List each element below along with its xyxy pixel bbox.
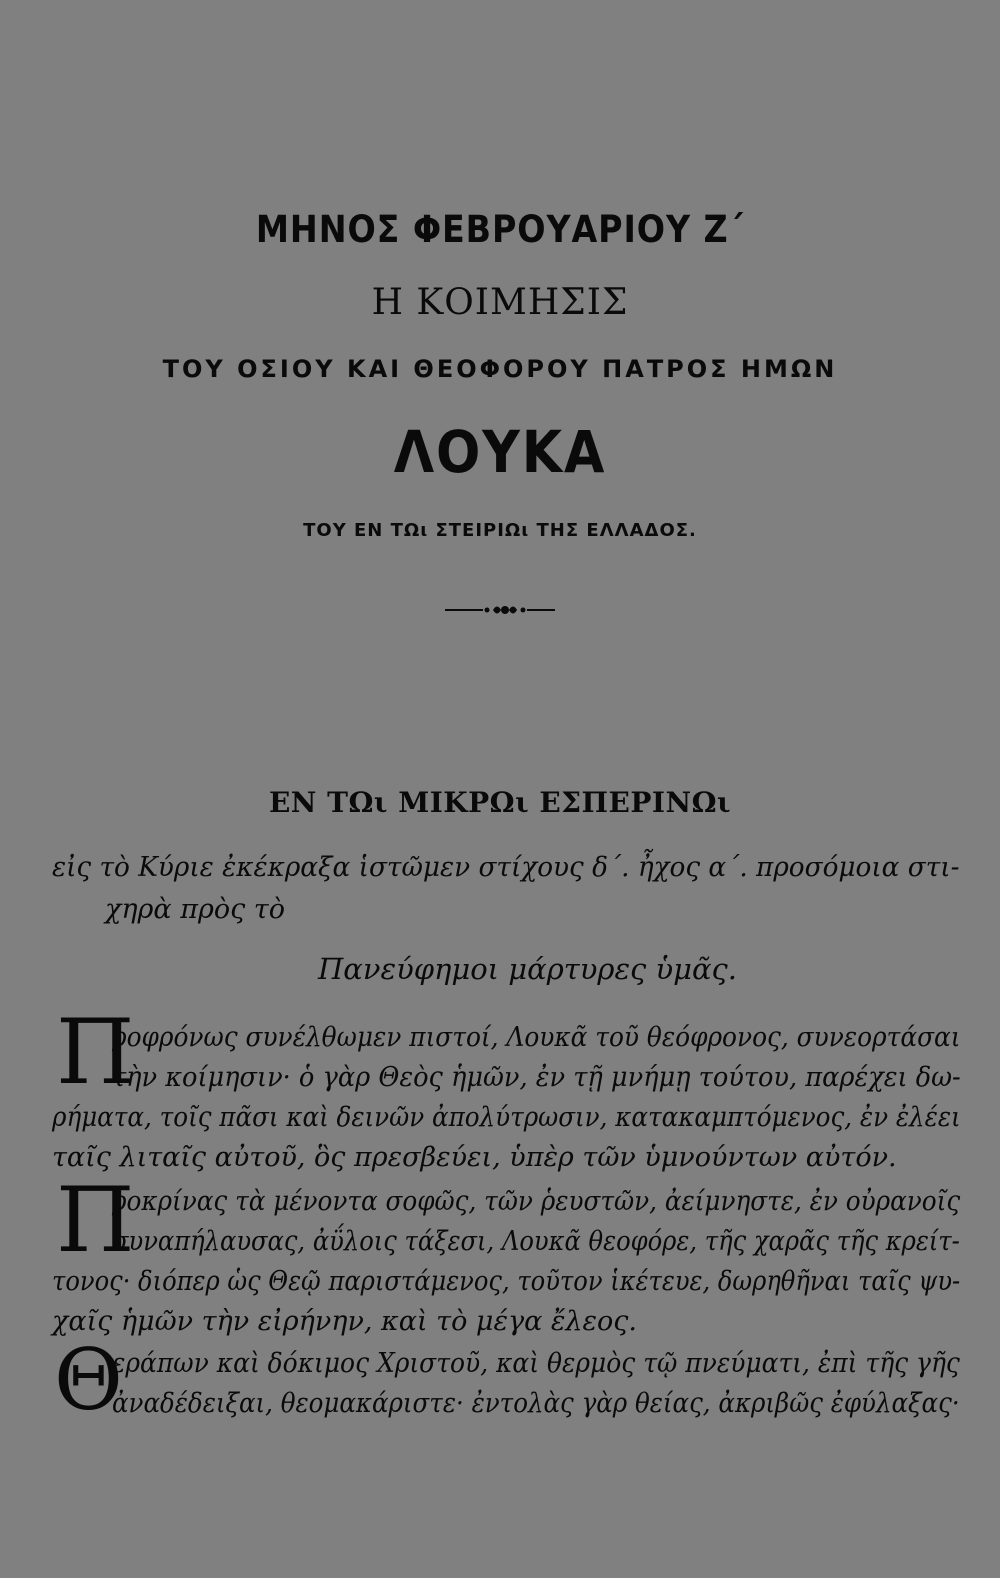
saint-name: ΛΟΥΚΑ (393, 418, 607, 486)
section-heading: ΕΝ ΤΩι ΜΙΚΡΩι ΕΣΠΕΡΙΝΩι (268, 786, 732, 819)
hymn-line: εράπων καὶ δόκιμος Χριστοῦ, καὶ θερμὸς τῷ πνεύματι, ἐπὶ τῆς γῆς (112, 1348, 960, 1379)
ornament-divider (445, 600, 555, 620)
hymn-line: ροκρίνας τὰ μένοντα σοφῶς, τῶν ῥευστῶν, ἀείμνηστε, ἐν οὐρανοῖς (112, 1186, 961, 1217)
hymn-line: ρήματα, τοῖς πᾶσι καὶ δεινῶν ἀπολύτρωσιν, κατακαμπτόμενος, ἐν ἐλέει (52, 1102, 961, 1133)
feast-title: Η ΚΟΙΜΗΣΙΣ (371, 282, 629, 323)
drop-cap-initial: Θ (54, 1331, 123, 1429)
hymn-line: ἀναδέδειξαι, θεομακάριστε· ἐντολὰς γὰρ θείας, ἀκριβῶς ἐφύλαξας· (112, 1388, 960, 1419)
rubric-line: χηρὰ πρὸς τὸ (105, 894, 285, 925)
hymn-line: ταῖς λιταῖς αὐτοῦ, ὃς πρεσβεύει, ὑπὲρ τῶν ὑμνούντων αὐτόν. (52, 1142, 897, 1173)
location-line: ΤΟΥ ΕΝ ΤΩι ΣΤΕΙΡΙΩι ΤΗΣ ΕΛΛΑΔΟΣ. (303, 520, 697, 541)
hymn-line: χαῖς ἡμῶν τὴν εἰρήνην, καὶ τὸ μέγα ἔλεος. (52, 1306, 637, 1337)
model-melody: Πανεύφημοι μάρτυρες ὑμᾶς. (318, 952, 738, 986)
hymn-line: τὴν κοίμησιν· ὁ γὰρ Θεὸς ἡμῶν, ἐν τῇ μνήμῃ τούτου, παρέχει δω- (112, 1062, 961, 1093)
rubric-line: εἰς τὸ Κύριε ἐκέκραξα ἱστῶμεν στίχους δ΄. ἦχος α΄. προσόμοια στι- (52, 852, 960, 883)
drop-cap-initial: Π (56, 1000, 135, 1105)
hymn-line: τονος· διόπερ ὡς Θεῷ παριστάμενος, τοῦτον ἱκέτευε, δωρηθῆναι ταῖς ψυ- (52, 1266, 961, 1297)
drop-cap-initial: Π (56, 1168, 135, 1273)
hymn-line: ροφρόνως συνέλθωμεν πιστοί, Λουκᾶ τοῦ θεόφρονος, συνεορτάσαι (112, 1022, 961, 1053)
month-title: ΜΗΝΟΣ ΦΕΒΡΟΥΑΡΙΟΥ Ζ΄ (255, 208, 745, 251)
hymn-line: συναπήλαυσας, ἀΰλοις τάξεσι, Λουκᾶ θεοφόρε, τῆς χαρᾶς τῆς κρείτ- (112, 1226, 960, 1257)
subtitle: ΤΟΥ ΟΣΙΟΥ ΚΑΙ ΘΕΟΦΟΡΟΥ ΠΑΤΡΟΣ ΗΜΩΝ (162, 355, 838, 383)
